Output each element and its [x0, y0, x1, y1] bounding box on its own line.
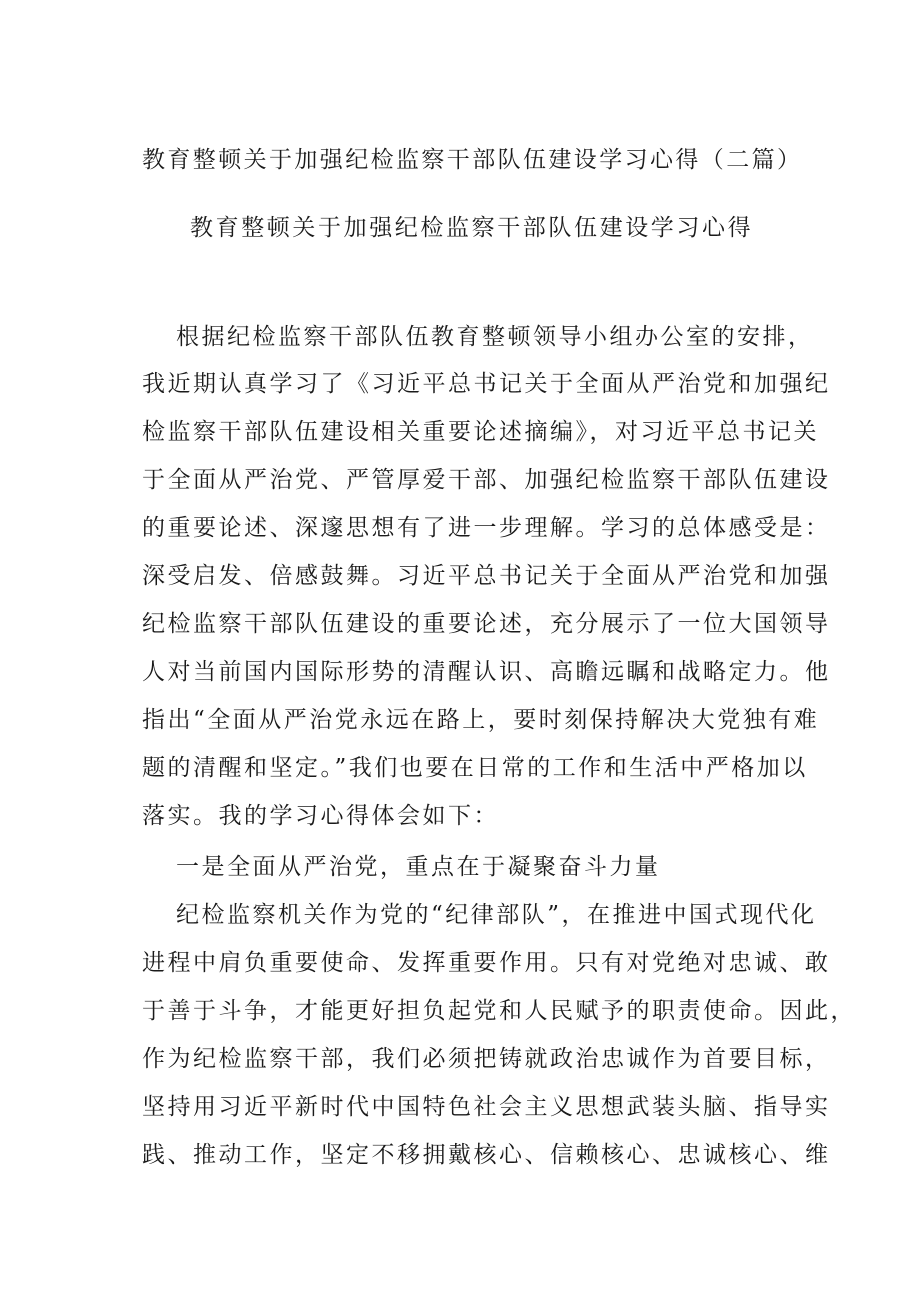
body-line: 检监察干部队伍建设相关重要论述摘编》，对习近平总书记关	[142, 419, 819, 445]
body-line: 根据纪检监察干部队伍教育整顿领导小组办公室的安排，	[176, 324, 814, 350]
document-subtitle: 教育整顿关于加强纪检监察干部队伍建设学习心得	[190, 215, 754, 241]
body-line: 题的清醒和坚定。”我们也要在日常的工作和生活中严格加以	[142, 755, 808, 781]
body-line: 坚持用习近平新时代中国特色社会主义思想武装头脑、指导实	[142, 1094, 831, 1120]
body-line: 深受启发、倍感鼓舞。习近平总书记关于全面从严治党和加强	[142, 563, 831, 589]
body-line: 纪检监察干部队伍建设的重要论述，充分展示了一位大国领导	[142, 611, 831, 637]
body-line: 践、推动工作，坚定不移拥戴核心、信赖核心、忠诚核心、维	[142, 1142, 831, 1168]
body-line: 进程中肩负重要使命、发挥重要作用。只有对党绝对忠诚、敢	[142, 950, 831, 976]
body-line: 于全面从严治党、严管厚爱干部、加强纪检监察干部队伍建设	[142, 467, 831, 493]
body-line: 落实。我的学习心得体会如下：	[142, 803, 499, 829]
body-line: 的重要论述、深邃思想有了进一步理解。学习的总体感受是：	[142, 515, 831, 541]
body-line: 作为纪检监察干部，我们必须把铸就政治忠诚作为首要目标，	[142, 1046, 831, 1072]
body-line: 于善于斗争，才能更好担负起党和人民赋予的职责使命。因此，	[142, 998, 856, 1024]
section-heading: 一是全面从严治党，重点在于凝聚奋斗力量	[176, 854, 661, 880]
document-title: 教育整顿关于加强纪检监察干部队伍建设学习心得（二篇）	[142, 147, 803, 173]
body-line: 指出“全面从严治党永远在路上，要时刻保持解决大党独有难	[142, 707, 820, 733]
body-line: 纪检监察机关作为党的“纪律部队”，在推进中国式现代化	[176, 902, 817, 928]
body-line: 我近期认真学习了《习近平总书记关于全面从严治党和加强纪	[142, 371, 831, 397]
body-line: 人对当前国内国际形势的清醒认识、高瞻远瞩和战略定力。他	[142, 659, 831, 685]
